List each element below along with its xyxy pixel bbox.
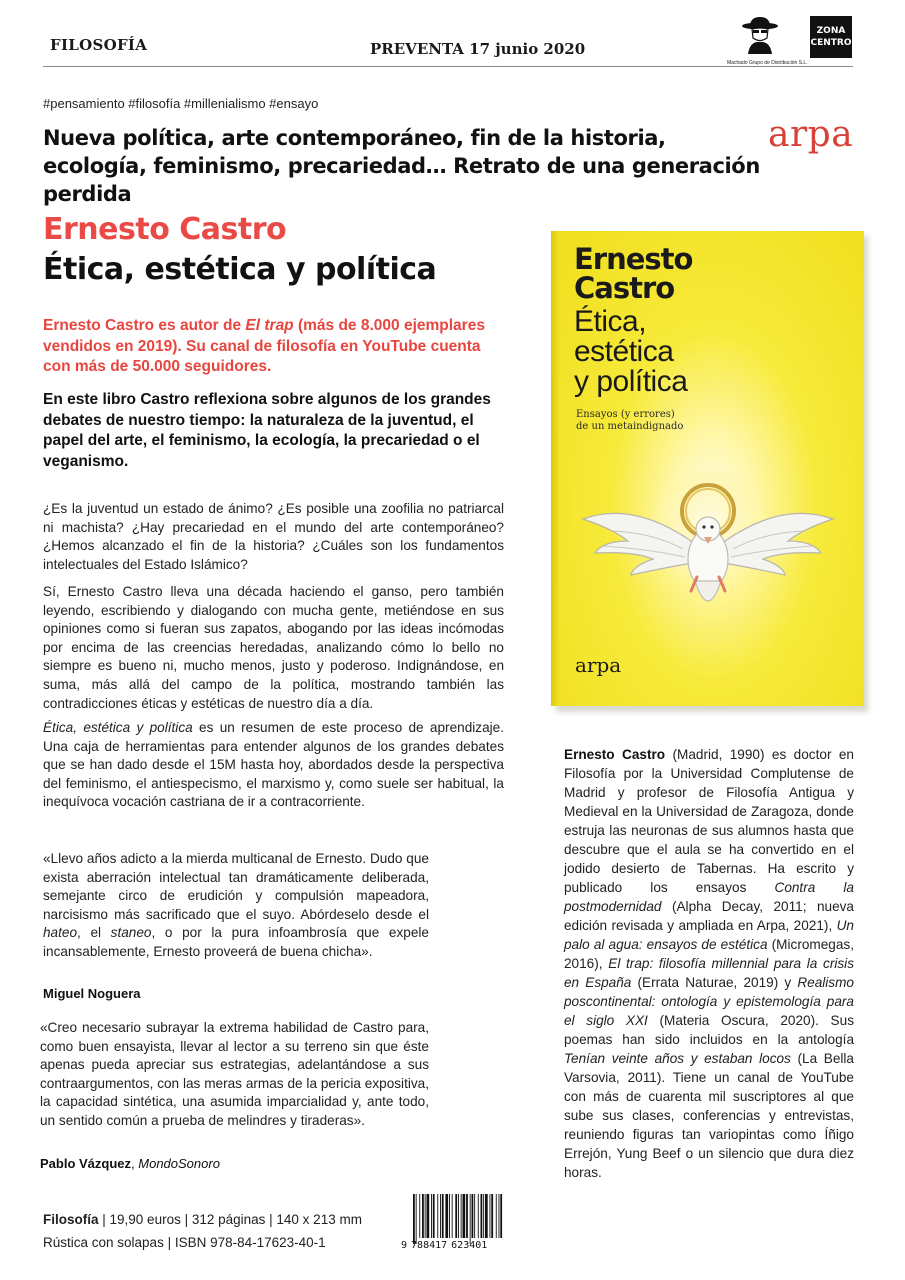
barcode-bar [431,1194,432,1238]
intro-red-part2: (más de 8.000 ejemplares vendidos en 2019). Su canal de filosofía en YouTube cuenta con más de 50.000 seguidores. [43,317,485,375]
zona-line1: ZONA [816,26,846,36]
barcode-bar [458,1194,459,1238]
quote-1-italic1: hateo [43,925,78,941]
barcode-bar [472,1194,474,1238]
quote-2-author: Pablo Vázquez [40,1156,132,1171]
cover-title [574,307,687,397]
cover-publisher: arpa [575,653,622,677]
quote-2-source: MondoSonoro [138,1156,220,1171]
footer-specs: | 19,90 euros | 312 páginas | 140 x 213 mm [98,1212,362,1227]
presale-date: PREVENTA 17 junio 2020 [370,40,586,58]
quote-1-italic2: staneo [110,925,152,941]
author-bio [564,745,854,1182]
header-category: FILOSOFÍA [50,36,148,54]
barcode-digit-3: 623401 [451,1240,488,1251]
cover-title-line2: estética [574,335,674,368]
barcode-bar [455,1194,457,1238]
bio-text-1: (Madrid, 1990) es doctor en Filosofía por la Universidad Complutense de Madrid y profesor de Filosofía Antigua y Medieval en la Universidad de Zaragoza, donde estruja las neuronas de sus alumnos hasta que descubre que el aula se ha convertido en el jodido desierto de Tabernas. Ha escrito y publicado los ensayos [564,747,854,895]
barcode-bar [474,1194,475,1238]
barcode-bar [461,1194,462,1238]
zona-centro-logo [810,16,852,58]
quote-1 [43,850,429,962]
quote-1-part3: , o por la pura infoambrosía que expele incansablemente, Ernesto proveerá de buena chicha». [43,925,429,959]
barcode-bar [491,1194,493,1238]
footer-isbn: Rústica con solapas | ISBN 978-84-17623-40-1 [43,1235,326,1250]
barcode-bar [445,1194,448,1238]
bio-italic-5: Tenían veinte años y estaban locos [564,1051,791,1066]
footer-category: Filosofía [43,1212,99,1227]
barcode-bar [490,1194,491,1238]
barcode-digit-2: 788417 [411,1240,448,1251]
book-spine [551,231,559,706]
quote-1-part1: «Llevo años adicto a la mierda multicanal de Ernesto. Dudo que exista aberración intelectual tan dramáticamente deliberada, semejante circo de erudición y compulsión mapeadora, narcisismo más sacrificado que el suyo. Abórdeselo desde el [43,851,429,922]
paragraph-3-rest: es un resumen de este proceso de aprendizaje. Una caja de herramientas para entender algunos de los grandes debates que se han dado desde el 15M hasta hoy, abordados desde la perspectiva del feminismo, el antiespecismo, el marxismo y, como suele ser habitual, la inequívoca vocación castriana de ir a contracorriente. [43,720,504,810]
quote-2: «Creo necesario subrayar la extrema habilidad de Castro para, como buen ensayista, llevar al lector a su terreno sin que éste apenas pueda apreciar sus estrategias, adelantándose a sus contraargumentos, con las meras armas de la pericia expositiva, la capacidad sintética, una asumida imparcialidad y, ante todo, un sentido común a prueba de melindres y tiraderas». [40,1020,429,1128]
cover-author-line2: Castro [574,271,675,305]
paragraph-1: ¿Es la juventud un estado de ánimo? ¿Es posible una zoofilia no patriarcal ni machista? ¿Hay precariedad en el mundo del arte contemporáneo? ¿Hemos alcanzado el fin de la historia? ¿Cuáles son los fundamentos intelectuales del Estado Islámico? [43,501,504,572]
quote-1-author: Miguel Noguera [43,986,141,1001]
headline: Nueva política, arte contemporáneo, fin de la historia, ecología, feminismo, precariedad… Retrato de una generación perdida [43,126,760,206]
barcode-bar [422,1194,424,1238]
barcode-bar [481,1194,483,1238]
barcode-digit-1: 9 [401,1240,408,1251]
bio-text-6: (La Bella Varsovia, 2011). Tiene un canal de YouTube con más de cuarenta mil suscriptores al que sube sus clases, conferencias y entrevistas, reuniendo figuras tan variopintas como Íñigo Errejón, Yung Beef o un silencio que dura diez horas. [564,1051,854,1180]
arpa-logo: arpa [768,114,854,155]
zona-line2: CENTRO [810,38,852,48]
bio-italic-1: Contra la postmodernidad [564,880,854,914]
bio-text-3: (Micromegas, 2016), [564,937,854,971]
barcode-icon [401,1192,507,1262]
intro-summary: En este libro Castro reflexiona sobre algunos de los grandes debates de nuestro tiempo: la naturaleza de la juventud, el papel del arte, el feminismo, la ecología, la precariedad o el veganismo. [43,391,491,470]
paragraph-3 [43,719,504,812]
barcode-bar [442,1194,444,1238]
paragraph-3-italic: Ética, estética y política [43,720,193,735]
intro-highlight [43,316,508,378]
barcode-bar [496,1194,497,1238]
barcode-bar [440,1194,441,1238]
barcode-bar [416,1194,417,1244]
quote-2-attribution: Pablo Vázquez, MondoSonoro [40,1156,220,1171]
footer-details [43,1212,362,1227]
cover-author [574,242,693,305]
barcode-bar [485,1194,488,1238]
bio-italic-4: Realismo poscontinental: ontología y epistemología para el siglo XXI [564,975,854,1028]
barcode-digits [401,1240,507,1251]
bio-text-4: (Errata Naturae, 2019) y [631,975,798,990]
book-cover [551,231,864,706]
intro-red-part1: Ernesto Castro es autor de [43,317,246,334]
bio-text-2: (Alpha Decay, 2011; nueva edición revisada y ampliada en Arpa, 2021), [564,899,854,933]
barcode-bar [437,1194,438,1238]
barcode-bar [478,1194,479,1238]
cover-author-line1: Ernesto [574,242,693,276]
distributor-logo [727,16,808,66]
author-name: Ernesto Castro [43,212,287,247]
hashtags: #pensamiento #filosofía #millenialismo #ensayo [43,96,319,111]
cover-subtitle [576,409,683,433]
cover-title-line1: Ética, [574,305,647,338]
barcode-bar [463,1194,466,1238]
barcode-bar [470,1194,471,1244]
barcode-bar [500,1194,502,1238]
barcode-bar [433,1194,435,1238]
bio-italic-2: Un palo al agua: ensayos de estética [564,918,854,952]
book-title: Ética, estética y política [43,252,437,287]
hat-man-icon [738,16,782,54]
barcode-bar [413,1194,415,1244]
barcode-bar [449,1194,450,1238]
distributor-caption: Machado Grupo de Distribución S.L. [727,60,808,66]
bio-name: Ernesto Castro [564,747,666,762]
bio-italic-3: El trap: filosofía millennial para la crisis en España [564,956,854,990]
cover-title-line3: y política [574,365,688,398]
paragraph-2: Sí, Ernesto Castro lleva una década haciendo el ganso, pero también leyendo, escribiendo y dialogando con mucha gente, metiéndose en sus opiniones como si fueran sus zapatos, abogando por las ideas incómodas por encima de las creencias heredadas, analizando cómo lo bello no siempre es bueno ni, mucho menos, justo y poderoso. Indignándose, en suma, más allá del campo de la política, mostrando también las contradicciones éticas y estéticas de nuestro día a día. [43,584,504,711]
barcode-bar [466,1194,468,1238]
bio-text-5: (Materia Oscura, 2020). Sus poemas han sido incluidos en la antología [564,1013,854,1047]
barcode-bar [425,1194,426,1238]
cover-subtitle-line2: de un metaindignado [576,421,684,432]
cover-subtitle-line1: Ensayos (y errores) [576,409,675,420]
barcode-bar [483,1194,484,1238]
barcode-bar [419,1194,420,1238]
quote-1-part2: , el [77,925,111,941]
header-divider [43,66,853,67]
barcode-bar [452,1194,453,1238]
intro-red-italic: El trap [245,317,294,334]
barcode-bar [427,1194,430,1238]
dove-icon [573,471,843,641]
barcode-bar [499,1194,500,1238]
